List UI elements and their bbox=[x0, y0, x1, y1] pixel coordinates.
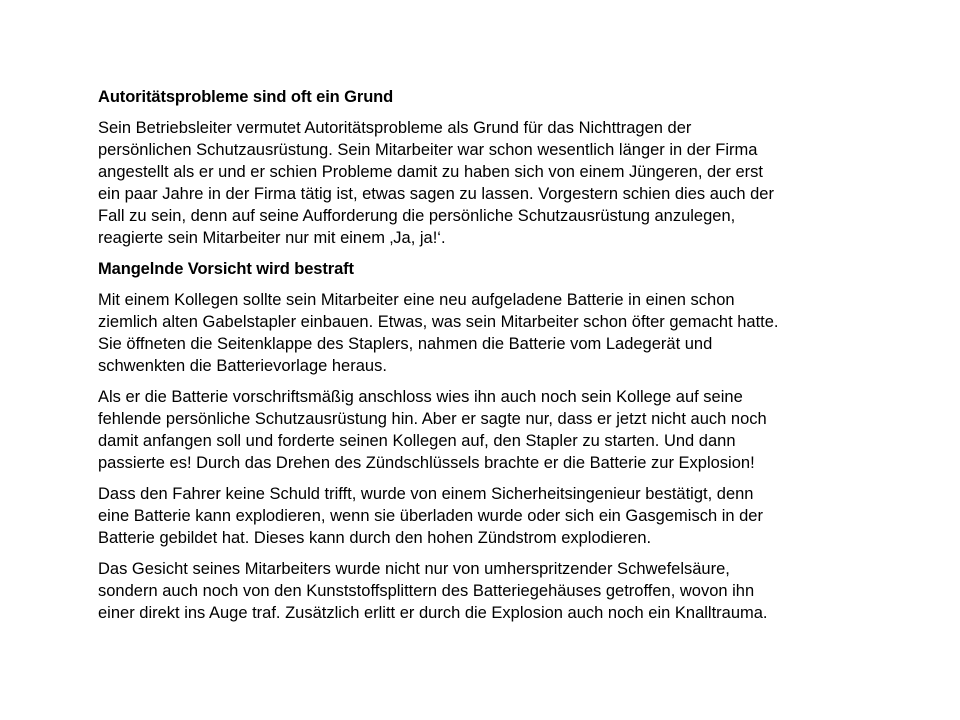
section-heading: Mangelnde Vorsicht wird bestraft bbox=[98, 260, 354, 278]
text-line: Sie öffneten die Seitenklappe des Staplers, nahmen die Batterie vom Ladegerät und bbox=[98, 335, 713, 353]
text-line: passierte es! Durch das Drehen des Zündschlüssels brachte er die Batterie zur Explosion! bbox=[98, 454, 755, 472]
text-line: schwenkten die Batterievorlage heraus. bbox=[98, 357, 387, 375]
text-line: damit anfangen soll und forderte seinen Kollegen auf, den Stapler zu starten. Und dann bbox=[98, 432, 736, 450]
text-line: ziemlich alten Gabelstapler einbauen. Etwas, was sein Mitarbeiter schon öfter gemacht hatte. bbox=[98, 313, 779, 331]
text-line: Fall zu sein, denn auf seine Aufforderung die persönliche Schutzausrüstung anzulegen, bbox=[98, 207, 736, 225]
text-line: fehlende persönliche Schutzausrüstung hin. Aber er sagte nur, dass er jetzt nicht auch noch bbox=[98, 410, 767, 428]
text-line: Mit einem Kollegen sollte sein Mitarbeiter eine neu aufgeladene Batterie in einen schon bbox=[98, 291, 735, 309]
text-line: Dass den Fahrer keine Schuld trifft, wurde von einem Sicherheitsingenieur bestätigt, denn bbox=[98, 485, 754, 503]
text-line: Als er die Batterie vorschriftsmäßig anschloss wies ihn auch noch sein Kollege auf seine bbox=[98, 388, 743, 406]
text-line: eine Batterie kann explodieren, wenn sie überladen wurde oder sich ein Gasgemisch in der bbox=[98, 507, 763, 525]
text-line: einer direkt ins Auge traf. Zusätzlich erlitt er durch die Explosion auch noch ein Knalltrauma. bbox=[98, 604, 768, 622]
text-line: reagierte sein Mitarbeiter nur mit einem ‚Ja, ja!‘. bbox=[98, 229, 446, 247]
text-line: Sein Betriebsleiter vermutet Autoritätsprobleme als Grund für das Nichttragen der bbox=[98, 119, 692, 137]
text-line: sondern auch noch von den Kunststoffsplittern des Batteriegehäuses getroffen, wovon ihn bbox=[98, 582, 755, 600]
text-line: ein paar Jahre in der Firma tätig ist, etwas sagen zu lassen. Vorgestern schien dies auch der bbox=[98, 185, 774, 203]
paragraph bbox=[98, 289, 888, 377]
paragraph bbox=[98, 386, 888, 474]
section-heading: Autoritätsprobleme sind oft ein Grund bbox=[98, 88, 394, 106]
paragraph bbox=[98, 558, 888, 624]
text-body bbox=[98, 86, 888, 633]
text-line: Das Gesicht seines Mitarbeiters wurde nicht nur von umherspritzender Schwefelsäure, bbox=[98, 560, 730, 578]
text-line: angestellt als er und er schien Probleme damit zu haben sich von einem Jüngeren, der erst bbox=[98, 163, 763, 181]
paragraph bbox=[98, 483, 888, 549]
text-line: persönlichen Schutzausrüstung. Sein Mitarbeiter war schon wesentlich länger in der Firma bbox=[98, 141, 758, 159]
paragraph bbox=[98, 117, 888, 249]
text-line: Batterie gebildet hat. Dieses kann durch den hohen Zündstrom explodieren. bbox=[98, 529, 652, 547]
